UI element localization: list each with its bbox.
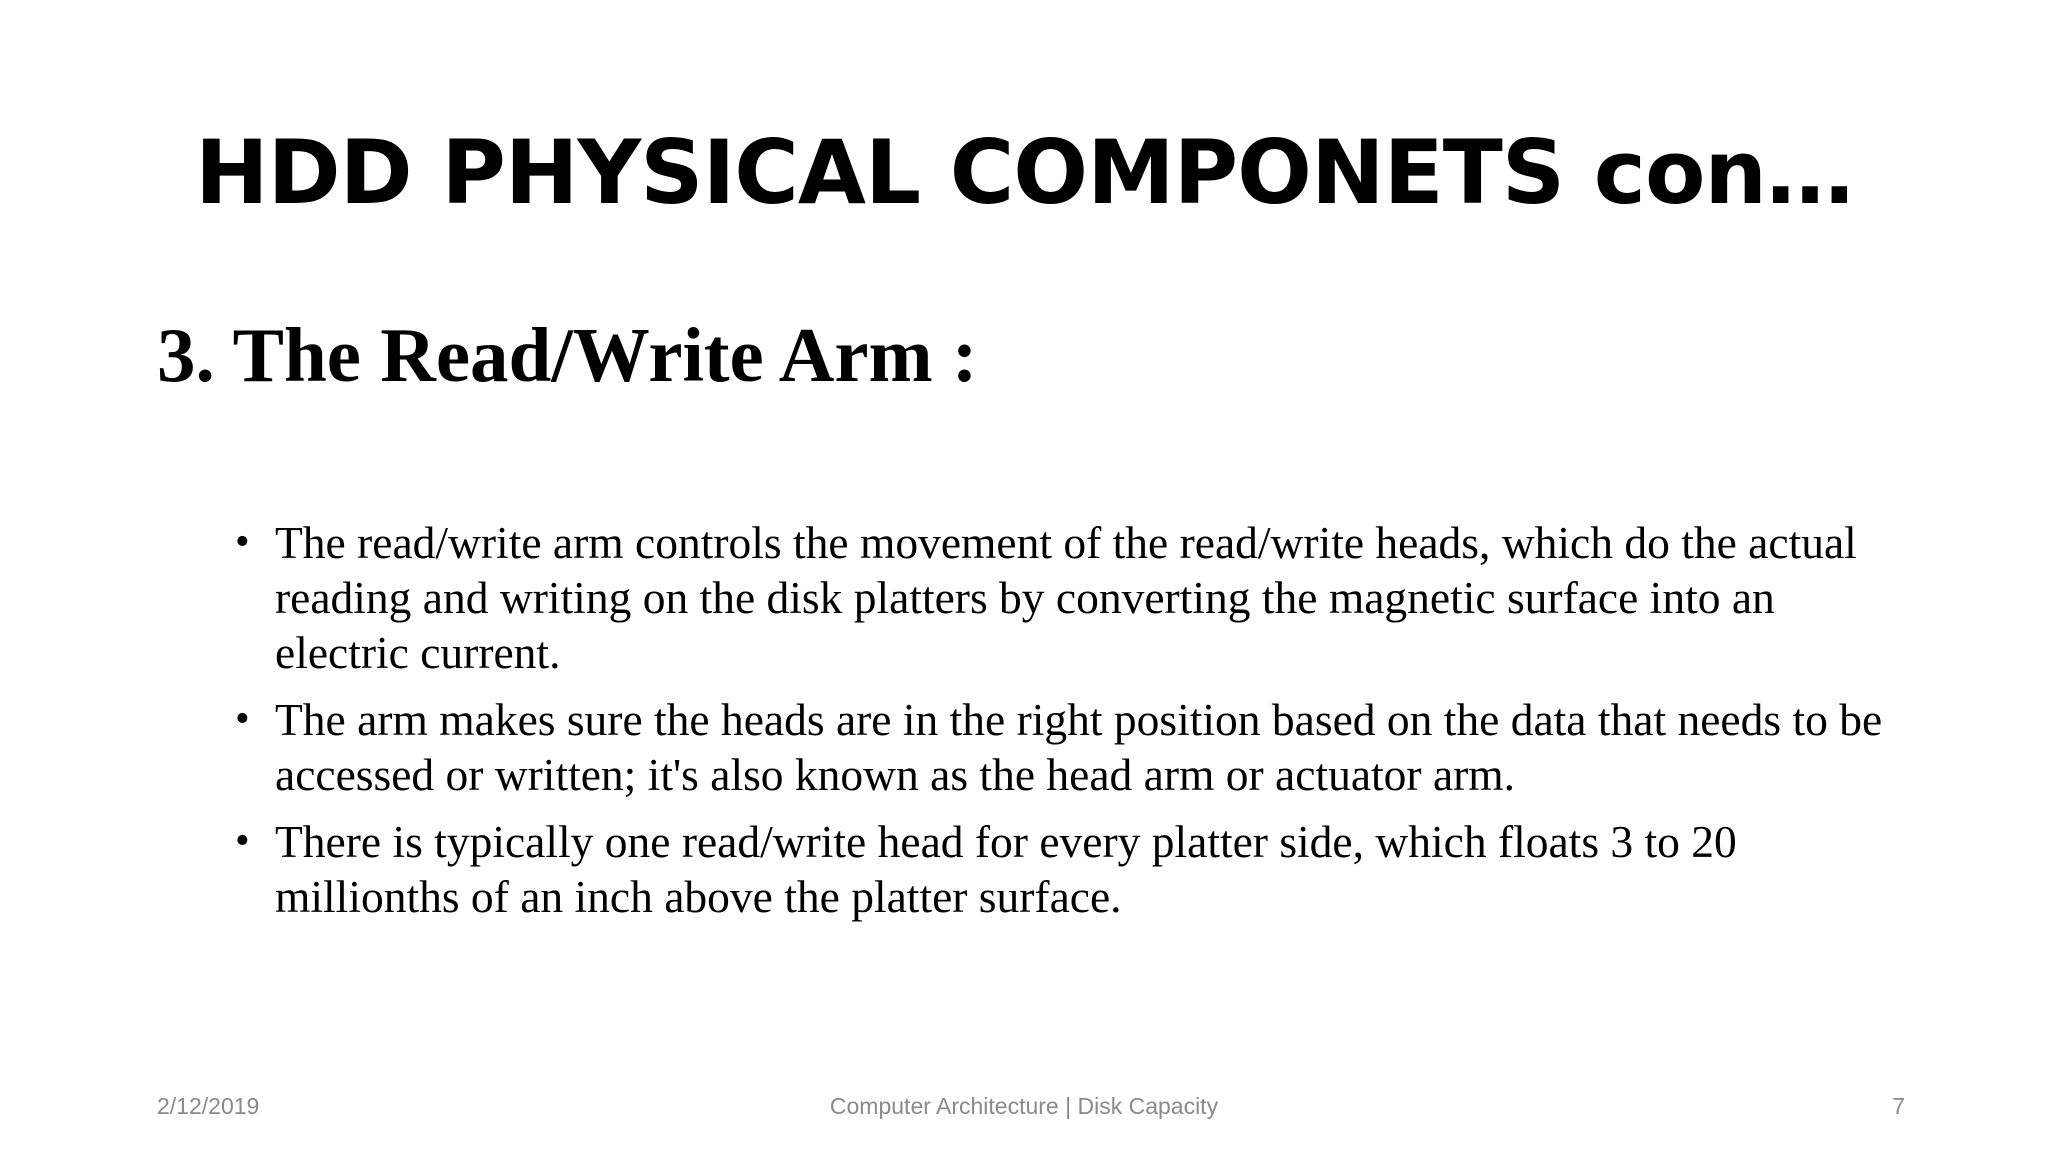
bullet-item xyxy=(235,814,1885,924)
section-heading: 3. The Read/Write Arm : xyxy=(157,312,978,398)
slide-title: HDD PHYSICAL COMPONETS con… xyxy=(194,121,1854,224)
footer-title: Computer Architecture | Disk Capacity xyxy=(829,1093,1219,1119)
bullet-list xyxy=(235,515,1885,936)
bullet-icon: • xyxy=(235,818,250,864)
bullet-text: The read/write arm controls the movement of the read/write heads, which do the actual reading and writing on the disk platters by converting the magnetic surface into an electric current. xyxy=(275,517,1857,678)
bullet-text: There is typically one read/write head for every platter side, which floats 3 to 20 millionths of an inch above the platter surface. xyxy=(275,816,1737,922)
bullet-icon: • xyxy=(235,519,250,565)
bullet-item xyxy=(235,515,1885,680)
bullet-text: The arm makes sure the heads are in the right position based on the data that needs to be accessed or written; it's also known as the head arm or actuator arm. xyxy=(275,694,1883,800)
slide-number: 7 xyxy=(1892,1093,1905,1119)
footer-date: 2/12/2019 xyxy=(157,1093,260,1119)
bullet-icon: • xyxy=(235,696,250,742)
bullet-item xyxy=(235,692,1885,802)
